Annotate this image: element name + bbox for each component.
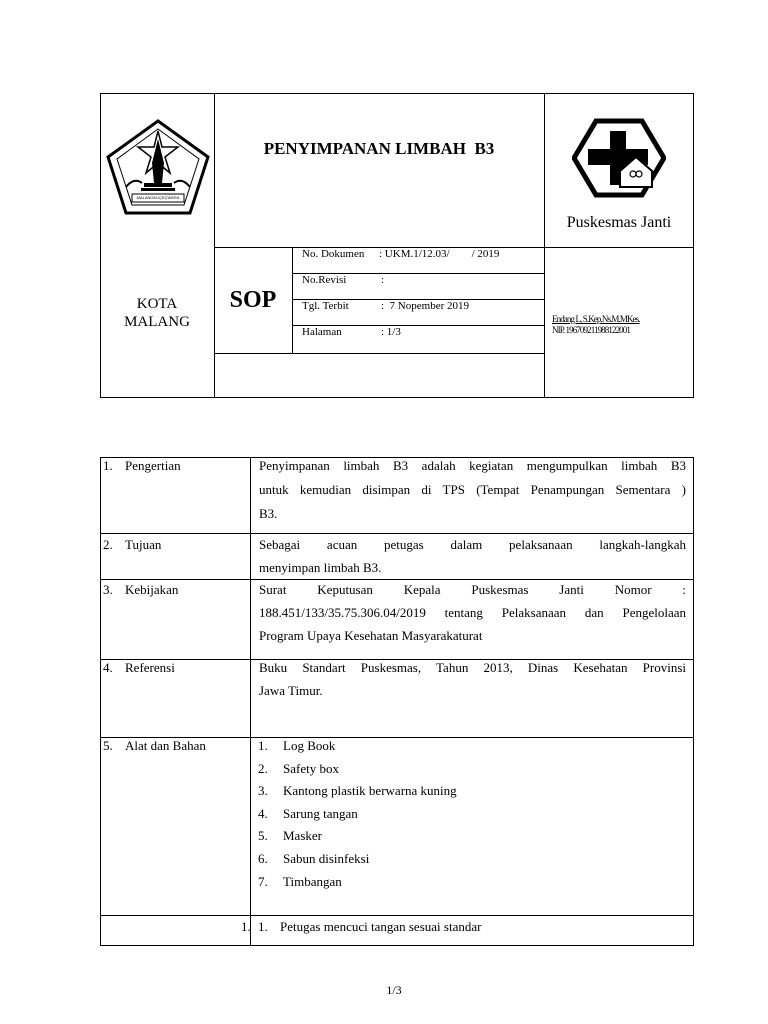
list-item: 3. Kantong plastik berwarna kuning	[258, 783, 457, 798]
issue-date-label: Tgl. Terbit	[302, 300, 349, 312]
procedure-prefix: 1.	[241, 919, 251, 934]
procedure-step-number: 1.	[258, 919, 268, 934]
page-value: : 1/3	[381, 326, 401, 338]
doc-number-label: No. Dokumen	[302, 248, 365, 260]
section-title: Alat dan Bahan	[125, 738, 206, 753]
section-text-line: 188.451/133/35.75.306.04/2019 tentang Pelaksanaan dan Pengelolaan	[259, 605, 686, 620]
procedure-step-text: Petugas mencuci tangan sesuai standar	[280, 919, 482, 934]
section-text-line: Surat Keputusan Kepala Puskesmas Janti Nomor :	[259, 582, 686, 597]
organization-name: Puskesmas Janti	[566, 214, 672, 231]
page-label: Halaman	[302, 326, 342, 338]
section-number: 2.	[103, 537, 113, 552]
list-item: 7. Timbangan	[258, 874, 342, 889]
list-item: 2. Safety box	[258, 761, 339, 776]
section-number: 3.	[103, 582, 113, 597]
kota-malang-logo-icon	[104, 117, 212, 217]
list-item: 1. Log Book	[258, 738, 336, 753]
revision-label: No.Revisi	[302, 274, 347, 286]
page-number: 1/3	[386, 983, 402, 997]
section-text-line: Buku Standart Puskesmas, Tahun 2013, Dinas Kesehatan Provinsi	[259, 660, 686, 675]
page-title: PENYIMPANAN LIMBAH B3	[263, 139, 495, 158]
section-text-line: B3.	[259, 506, 278, 521]
list-item: 6. Sabun disinfeksi	[258, 851, 370, 866]
city-name-line2: MALANG	[124, 314, 190, 330]
doc-number-value: : UKM.1/12.03/ / 2019	[379, 248, 500, 260]
section-number: 4.	[103, 660, 113, 675]
city-name-line1: KOTA	[136, 296, 178, 312]
section-title: Referensi	[125, 660, 175, 675]
section-text-line: Program Upaya Kesehatan Masyarakaturat	[259, 628, 483, 643]
list-item: 5. Masker	[258, 828, 322, 843]
signer-name: Endang L, S.Kep.Ns.M.MKes.	[552, 314, 640, 324]
sop-label: SOP	[229, 287, 277, 313]
section-text-line: Penyimpanan limbah B3 adalah kegiatan mengumpulkan limbah B3	[259, 458, 686, 473]
section-text-line: untuk kemudian disimpan di TPS (Tempat Penampungan Sementara )	[259, 482, 686, 497]
puskesmas-logo-icon	[572, 117, 666, 199]
list-item: 4. Sarung tangan	[258, 806, 358, 821]
revision-value: :	[381, 274, 385, 286]
section-title: Pengertian	[125, 458, 181, 473]
signer-nip: NIP. 196709211988122001	[552, 325, 630, 335]
section-title: Tujuan	[125, 537, 162, 552]
section-number: 5.	[103, 738, 113, 753]
issue-date-value: : 7 Nopember 2019	[381, 300, 469, 312]
logo-banner-text: MALANGKUÇEÇWARA	[136, 195, 180, 200]
section-text-line: Sebagai acuan petugas dalam pelaksanaan langkah-langkah	[259, 537, 686, 552]
section-text-line: menyimpan limbah B3.	[259, 560, 382, 575]
section-text-line: Jawa Timur.	[259, 683, 323, 698]
section-title: Kebijakan	[125, 582, 179, 597]
section-number: 1.	[103, 458, 113, 473]
